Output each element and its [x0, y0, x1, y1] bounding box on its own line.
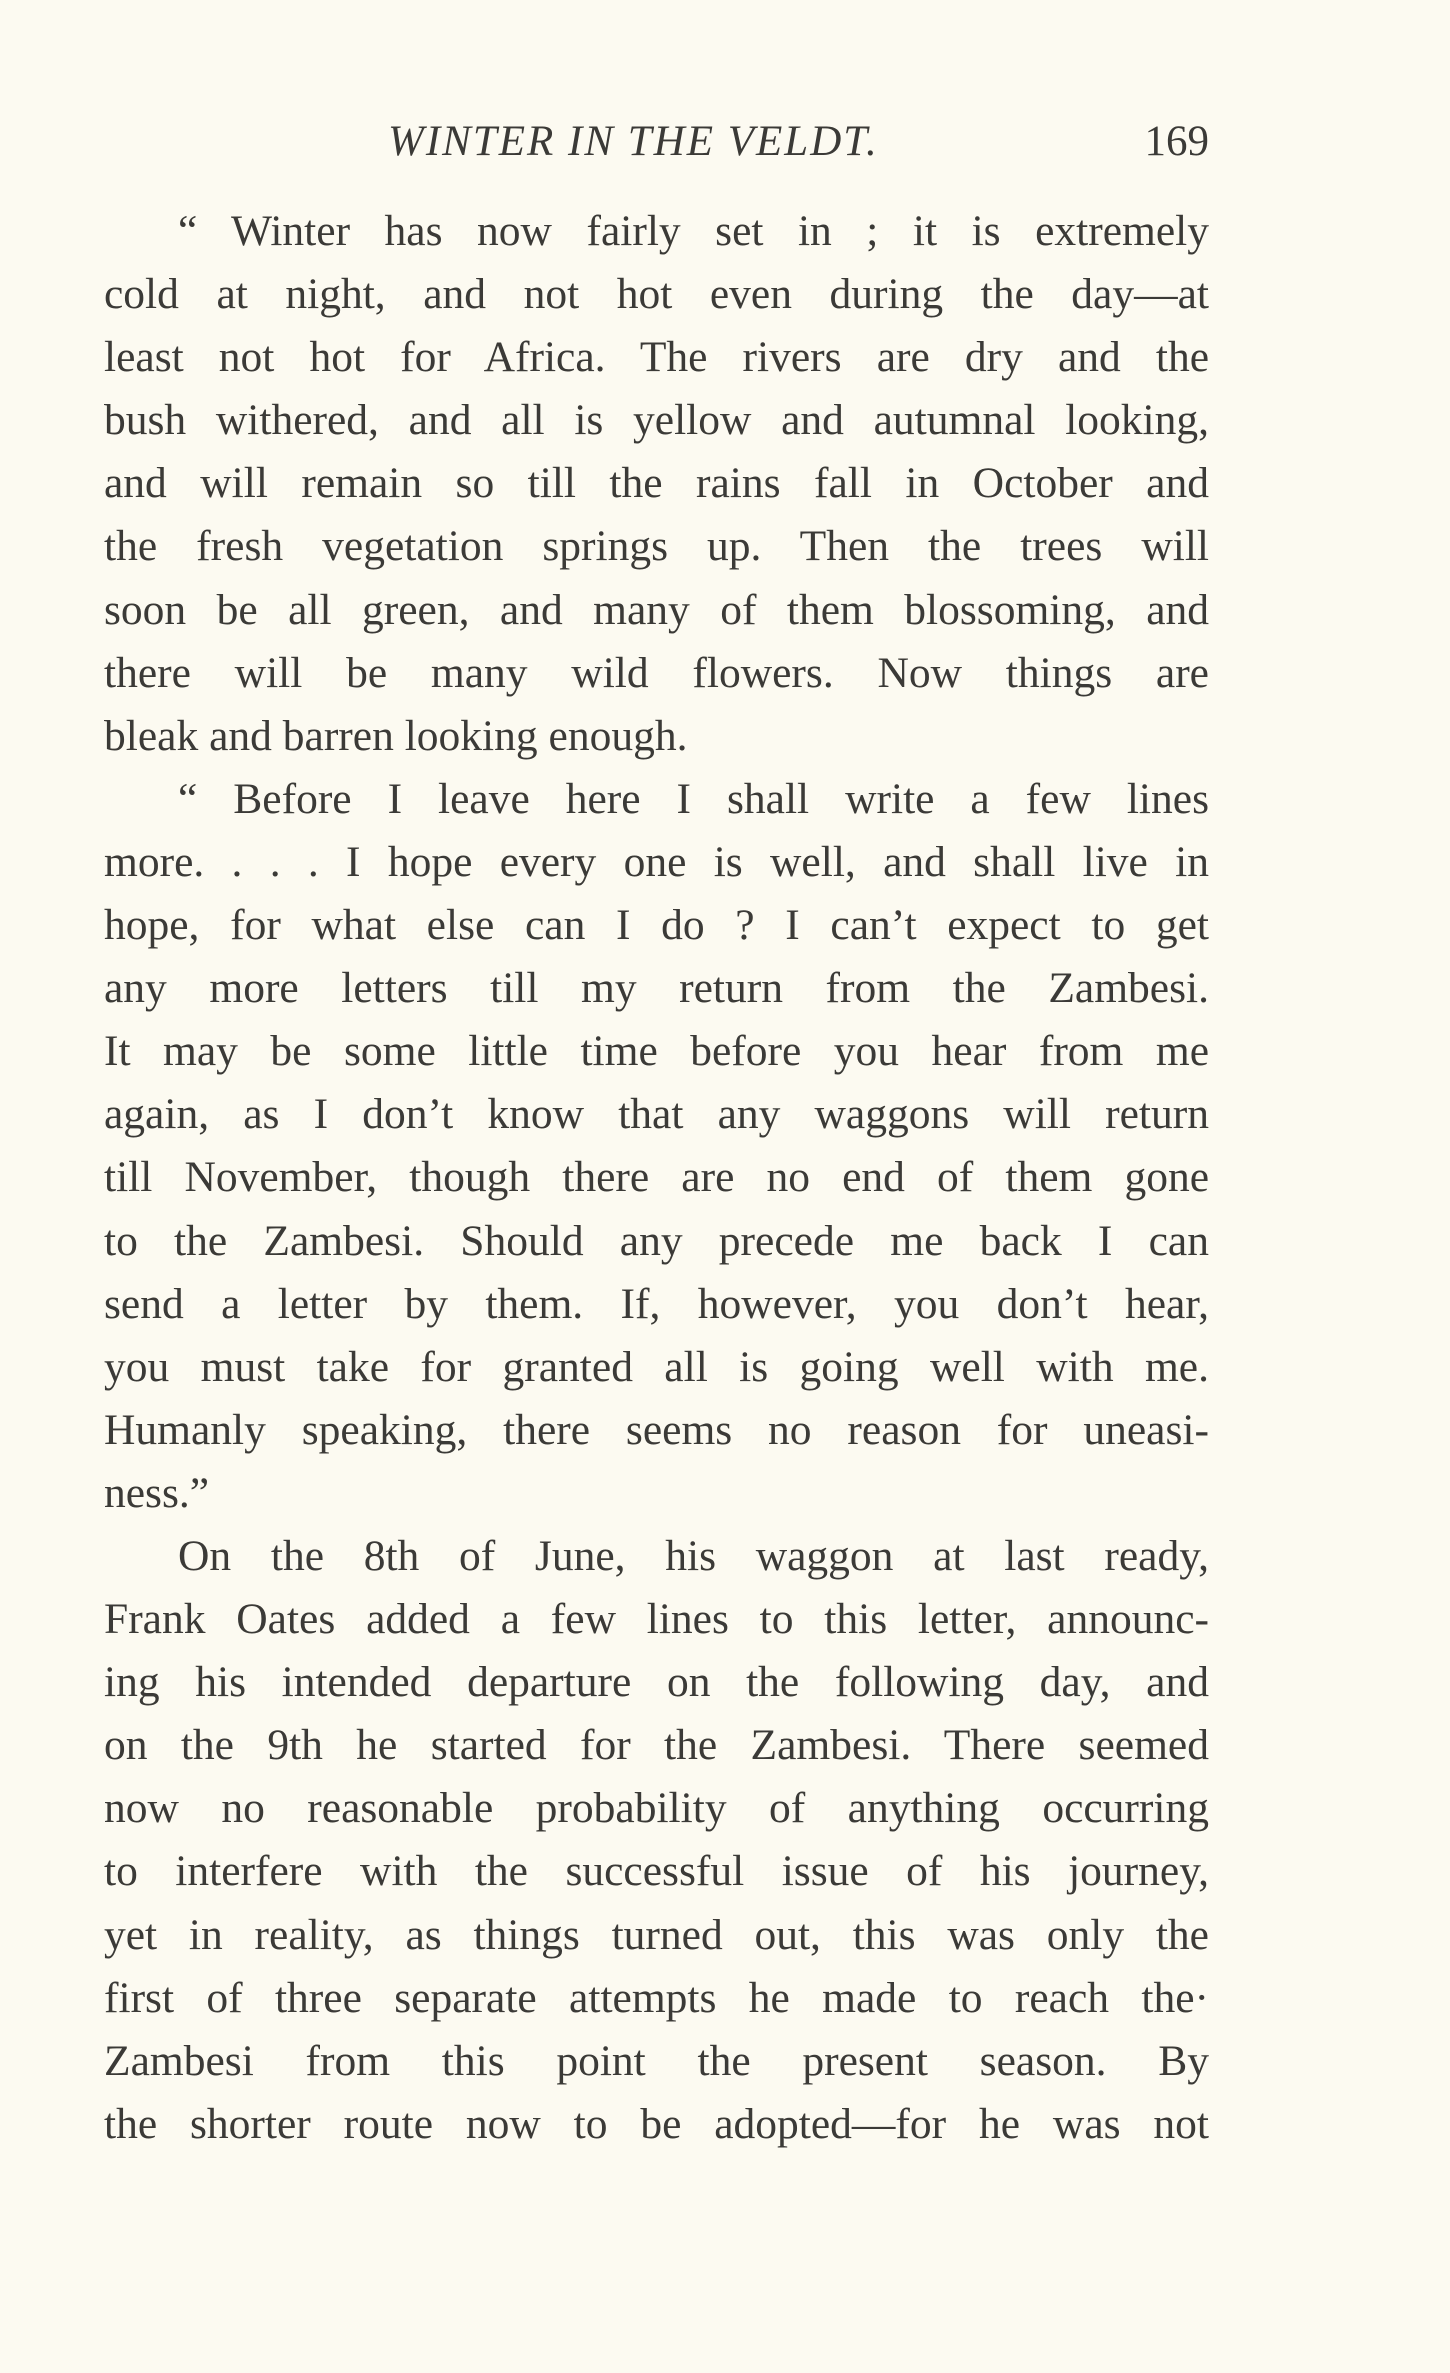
text-line: cold at night, and not hot even during the day—at [104, 270, 1209, 319]
text-line: bush withered, and all is yellow and autumnal looking, [104, 396, 1209, 445]
text-line: yet in reality, as things turned out, this was only the [104, 1910, 1209, 1959]
text-line: send a letter by them. If, however, you don’t hear, [104, 1279, 1209, 1328]
text-line: bleak and barren looking enough. [104, 711, 688, 760]
text-line: the shorter route now to be adopted—for he was not [104, 2099, 1209, 2148]
page-number: 169 [1144, 118, 1209, 165]
text-line: there will be many wild flowers. Now things are [104, 648, 1209, 697]
text-line: Zambesi from this point the present season. By [104, 2036, 1209, 2085]
text-line: now no reasonable probability of anything occurring [104, 1784, 1209, 1833]
text-line: till November, though there are no end of them gone [104, 1153, 1209, 1202]
text-line: On the 8th of June, his waggon at last ready, [178, 1531, 1209, 1580]
text-line: any more letters till my return from the Zambesi. [104, 964, 1209, 1013]
text-line: you must take for granted all is going well with me. [104, 1342, 1209, 1391]
text-line: Frank Oates added a few lines to this letter, announc- [104, 1595, 1209, 1644]
text-line: ness.” [104, 1468, 210, 1517]
text-line: soon be all green, and many of them blossoming, and [104, 585, 1209, 634]
text-line: to interfere with the successful issue of his journey, [104, 1847, 1209, 1896]
text-line: It may be some little time before you hear from me [104, 1027, 1209, 1076]
text-line: ing his intended departure on the following day, and [104, 1658, 1209, 1707]
running-title: WINTER IN THE VELDT. [388, 118, 879, 165]
text-line: least not hot for Africa. The rivers are dry and the [104, 333, 1209, 382]
text-line: first of three separate attempts he made to reach the· [104, 1973, 1209, 2022]
text-line: on the 9th he started for the Zambesi. There seemed [104, 1721, 1209, 1770]
body-text [104, 200, 1209, 2156]
text-line: the fresh vegetation springs up. Then the trees will [104, 522, 1209, 571]
running-head [104, 112, 1209, 172]
text-line: “ Before I leave here I shall write a few lines [178, 774, 1209, 823]
text-line: more. . . . I hope every one is well, and shall live in [104, 837, 1209, 886]
text-line: Humanly speaking, there seems no reason for uneasi- [104, 1405, 1209, 1454]
text-line: to the Zambesi. Should any precede me back I can [104, 1216, 1209, 1265]
text-line: hope, for what else can I do ? I can’t expect to get [104, 901, 1209, 950]
text-line: and will remain so till the rains fall in October and [104, 459, 1209, 508]
text-line: again, as I don’t know that any waggons will return [104, 1090, 1209, 1139]
text-line: “ Winter has now fairly set in ; it is extremely [178, 207, 1209, 255]
